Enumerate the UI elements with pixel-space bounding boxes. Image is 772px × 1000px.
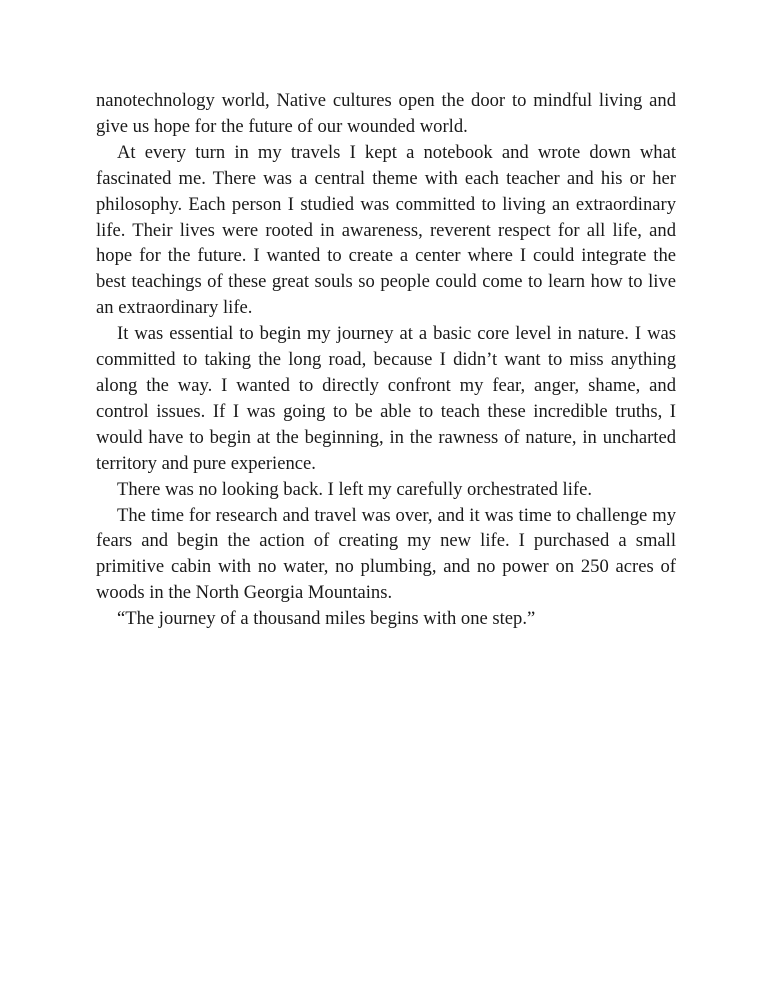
paragraph-continuation: nanotechnology world, Native cultures open the door to mindful living and give us hope for the future of our wounded world. xyxy=(96,90,676,137)
paragraph-quote: “The journey of a thousand miles begins with one step.” xyxy=(117,608,536,630)
paragraph-notebook: At every turn in my travels I kept a notebook and wrote down what fascinated me. There was a central theme with each teacher and his or her philosophy. Each person I studied was committed to living an extraordinary life. Their lives were rooted in awareness, reverent respect for all life, and hope for the future. I wanted to create a center where I could integrate the best teachings of these great souls so people could come to learn how to live an extraordinary life. xyxy=(96,141,676,319)
paragraph-journey-start: It was essential to begin my journey at a basic core level in nature. I was committed to taking the long road, because I didn’t want to miss anything along the way. I wanted to directly confront my fear, anger, shame, and control issues. If I was going to be able to teach these incredible truths, I would have to begin at the beginning, in the rawness of nature, in uncharted territory and pure experience. xyxy=(96,323,676,474)
page-body xyxy=(96,88,676,632)
paragraph-no-looking-back: There was no looking back. I left my carefully orchestrated life. xyxy=(117,478,592,500)
paragraph-cabin: The time for research and travel was over, and it was time to challenge my fears and begin the action of creating my new life. I purchased a small primitive cabin with no water, no plumbing, and no power on 250 acres of woods in the North Georgia Mountains. xyxy=(96,504,676,604)
